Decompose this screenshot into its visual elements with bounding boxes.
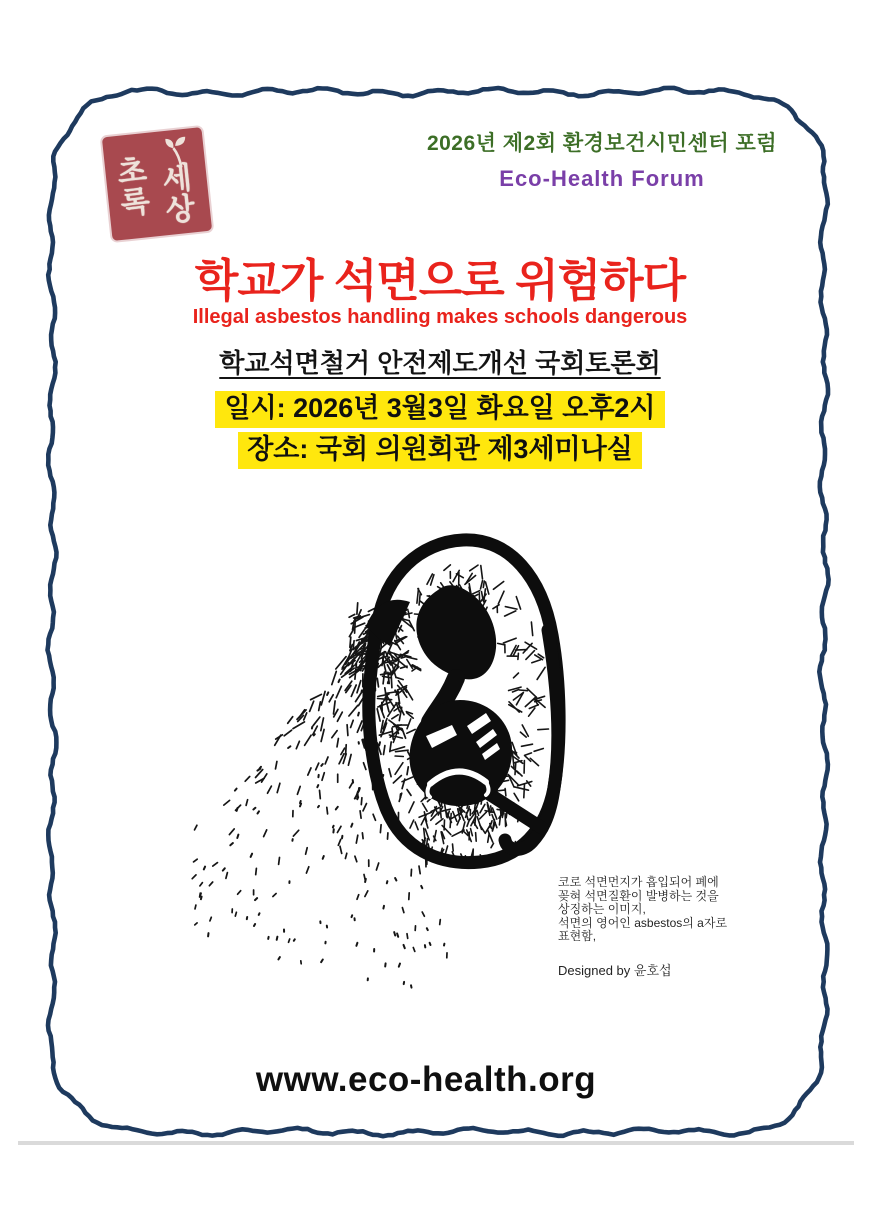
right-eye-slash [482,743,500,760]
right-brow [467,713,491,734]
caption-line: 꽂혀 석면질환이 발병하는 것을 [558,888,719,903]
poster-title: 학교가 석면으로 위험하다 [194,255,686,306]
sprout-leaf-icon [162,132,200,171]
caption-line: 표현함, [558,929,597,943]
inner-dark-head [416,585,496,679]
event-heading-text: 학교석면철거 안전제도개선 국회토론회 [219,348,661,378]
forum-title: 2026년 제2회 환경보건시민센터 포럼 [426,132,778,155]
event-datetime-row [0,391,870,428]
event-datetime-highlight: 일시: 2026년 3월3일 화요일 오후2시 [215,391,664,428]
a-tail-junction [486,792,542,828]
design-credit: Designed by 윤호섭 [558,963,672,978]
frown-mouth [430,771,486,784]
mouth-corner [428,784,431,797]
page-edge-divider [18,1141,854,1145]
inner-dark-face [409,700,512,806]
seal-text-column: 세 상 [160,161,197,229]
eco-seal-stamp [102,127,212,241]
a-tail-stroke [505,630,558,849]
angry-face [426,713,500,797]
seal-text-column: 초 록 [115,154,152,221]
a-outer-ring [369,540,559,863]
inner-dark-neck [430,678,456,722]
website-url: www.eco-health.org [255,1060,597,1099]
fiber-hatching [378,565,549,864]
dust-spray [192,603,447,988]
event-venue-highlight: 장소: 국회 의원회관 제3세미나실 [238,432,642,469]
event-venue-row [0,432,870,469]
right-eye-slash [476,729,497,748]
poster-subtitle-english: Illegal asbestos handling makes schools dangerous [192,306,688,328]
nose-spout [366,600,410,646]
mouth-corner [486,782,489,795]
caption-line: 상징하는 이미지, [558,902,646,916]
forum-title-english: Eco-Health Forum [499,166,705,191]
left-eye [426,725,457,748]
asbestos-a-illustration [180,530,600,1040]
illustration-caption [558,876,753,944]
caption-line: 석면의 영어인 asbestos의 a자로 [558,915,728,930]
event-heading [0,343,870,380]
caption-line: 코로 석면먼지가 흡입되어 폐에 [558,875,719,889]
